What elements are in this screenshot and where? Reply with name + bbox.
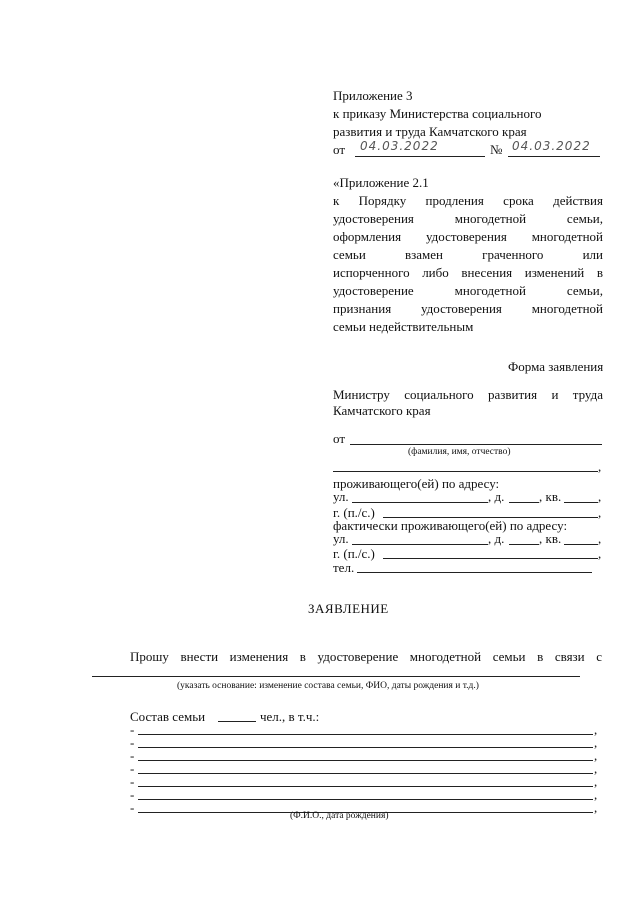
comma: , <box>594 761 598 776</box>
member-dash: - <box>130 722 135 737</box>
handwritten-date: 04.03.2022 <box>360 139 439 153</box>
family-label: Состав семьи <box>130 709 206 724</box>
member-field[interactable] <box>138 747 593 748</box>
street-field[interactable] <box>352 502 488 503</box>
comma: , <box>594 735 598 750</box>
comma: , <box>598 531 602 546</box>
actual-house-field[interactable] <box>509 544 539 545</box>
actual-address-label: фактически проживающего(ей) по адресу: <box>333 518 568 533</box>
family-count-field[interactable] <box>218 721 256 722</box>
comma: , <box>598 505 602 520</box>
sub-appendix-line: удостоверения многодетной семьи, <box>333 211 603 226</box>
comma: , <box>594 774 598 789</box>
appendix-number-line <box>508 156 600 157</box>
sub-appendix-line: удостоверение многодетной семьи, <box>333 283 603 298</box>
sub-appendix-line: испорченного либо внесения изменений в <box>333 265 603 280</box>
member-field[interactable] <box>138 734 593 735</box>
member-field[interactable] <box>138 760 593 761</box>
actual-street-label: ул. <box>333 531 349 546</box>
sub-appendix-line: семьи недействительным <box>333 319 474 334</box>
appendix-line-1: Приложение 3 <box>333 88 413 103</box>
appendix-line-2: к приказу Министерства социального <box>333 106 542 121</box>
member-field[interactable] <box>138 773 593 774</box>
sub-appendix-line: к Порядку продления срока действия <box>333 193 603 208</box>
member-field[interactable] <box>138 786 593 787</box>
actual-apt-field[interactable] <box>564 544 598 545</box>
house-field[interactable] <box>509 502 539 503</box>
from-label: от <box>333 431 346 446</box>
member-hint: (Ф.И.О., дата рождения) <box>290 811 389 821</box>
apt-field[interactable] <box>564 502 598 503</box>
comma: , <box>598 459 602 474</box>
addressee-line-2: Камчатского края <box>333 403 431 418</box>
sub-appendix-line: признания удостоверения многодетной <box>333 301 603 316</box>
comma: , <box>594 748 598 763</box>
statement-heading: ЗАЯВЛЕНИЕ <box>308 601 389 616</box>
actual-house-label: , д. <box>488 531 505 546</box>
actual-city-label: г. (п./с.) <box>333 546 375 561</box>
addressee-line-1: Министру социального развития и труда <box>333 387 603 402</box>
appendix-line-3: развития и труда Камчатского края <box>333 124 527 139</box>
member-dash: - <box>130 774 135 789</box>
residing-label: проживающего(ей) по адресу: <box>333 476 500 491</box>
comma: , <box>594 787 598 802</box>
sub-appendix-line: семьи взамен граченного или <box>333 247 603 262</box>
comma: , <box>594 722 598 737</box>
actual-street-field[interactable] <box>352 544 488 545</box>
appendix-date-line <box>355 156 485 157</box>
phone-field[interactable] <box>357 572 592 573</box>
form-label: Форма заявления <box>508 359 604 374</box>
appendix-date-prefix: от <box>333 142 346 157</box>
handwritten-number: 04.03.2022 <box>512 139 591 153</box>
member-dash: - <box>130 800 135 815</box>
member-dash: - <box>130 787 135 802</box>
family-suffix: чел., в т.ч.: <box>260 709 320 724</box>
street-label: ул. <box>333 489 349 504</box>
member-dash: - <box>130 761 135 776</box>
member-dash: - <box>130 735 135 750</box>
phone-label: тел. <box>333 560 355 575</box>
apt-label: , кв. <box>539 489 562 504</box>
sub-appendix-title: «Приложение 2.1 <box>333 175 429 190</box>
appendix-number-prefix: № <box>490 142 503 157</box>
member-dash: - <box>130 748 135 763</box>
comma: , <box>598 546 602 561</box>
actual-city-field[interactable] <box>383 558 598 559</box>
name-field-continued[interactable] <box>333 471 598 472</box>
city-label: г. (п./с.) <box>333 505 375 520</box>
name-hint: (фамилия, имя, отчество) <box>408 447 511 457</box>
name-field[interactable] <box>350 444 602 445</box>
comma: , <box>598 489 602 504</box>
request-text: Прошу внести изменения в удостоверение многодетной семьи в связи с <box>130 649 602 664</box>
sub-appendix-line: оформления удостоверения многодетной <box>333 229 603 244</box>
comma: , <box>594 800 598 815</box>
member-field[interactable] <box>138 799 593 800</box>
actual-apt-label: , кв. <box>539 531 562 546</box>
house-label: , д. <box>488 489 505 504</box>
reason-field[interactable] <box>92 676 580 677</box>
reason-hint: (указать основание: изменение состава семьи, ФИО, даты рождения и т.д.) <box>177 681 479 691</box>
